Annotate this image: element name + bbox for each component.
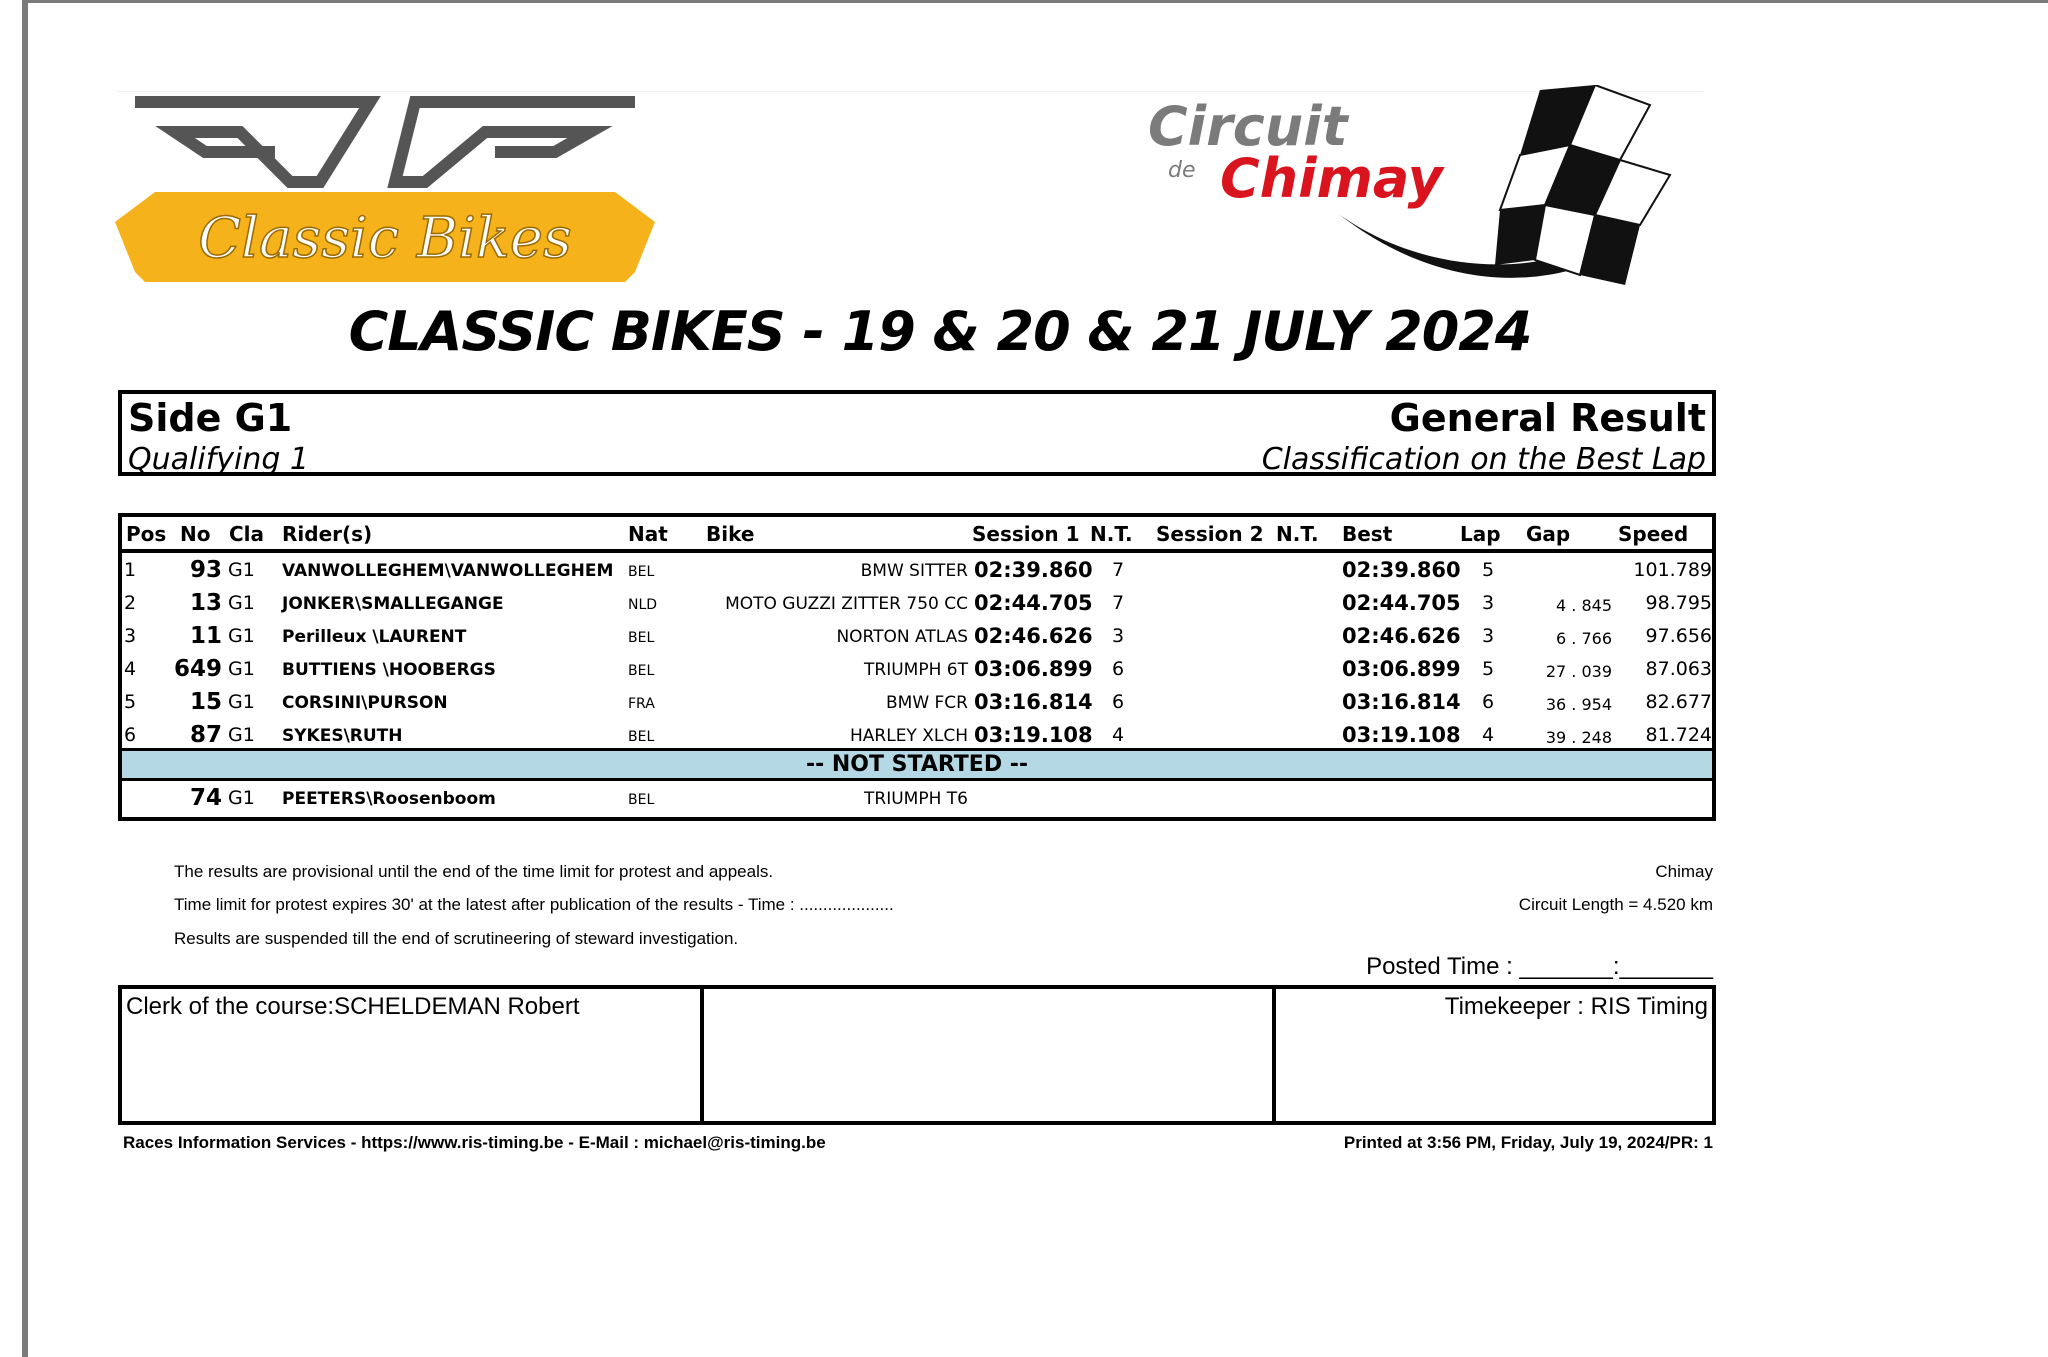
session1-cell: 02:39.860	[974, 558, 1093, 582]
best-cell: 03:19.108	[1342, 723, 1461, 747]
logo-wing-right	[395, 102, 635, 182]
viewer-left-edge	[22, 0, 28, 1357]
speed-cell: 81.724	[1645, 724, 1712, 746]
not-started-band: -- NOT STARTED --	[122, 748, 1712, 781]
nt1-cell: 6	[1112, 658, 1125, 680]
lap-cell: 4	[1482, 724, 1495, 746]
logo-chimay-text: Chimay	[1220, 147, 1443, 210]
pos-cell: 2	[124, 592, 137, 614]
no-cell: 13	[189, 590, 222, 616]
nt1-cell: 3	[1112, 625, 1125, 647]
header-pos: Pos	[126, 522, 167, 546]
bike-cell: TRIUMPH T6	[864, 789, 968, 809]
no-cell: 74	[189, 785, 222, 811]
logo-wing-left	[135, 102, 370, 182]
no-cell: 87	[189, 722, 222, 748]
nat-cell: FRA	[628, 696, 655, 712]
cla-cell: G1	[228, 724, 255, 746]
header-gap: Gap	[1526, 522, 1571, 546]
header-riders: Rider(s)	[282, 522, 373, 546]
session-header	[118, 390, 1716, 476]
riders-cell: JONKER\SMALLEGANGE	[282, 594, 504, 614]
cla-cell: G1	[228, 625, 255, 647]
bike-cell: NORTON ATLAS	[836, 627, 968, 647]
protest-note: Time limit for protest expires 30' at the latest after publication of the results - Time : ....................	[174, 895, 894, 914]
header-nat: Nat	[628, 522, 668, 546]
table-row	[122, 653, 1712, 686]
nt1-cell: 7	[1112, 592, 1125, 614]
pos-cell: 5	[124, 691, 137, 713]
circuit-chimay-logo	[1140, 85, 1700, 300]
no-cell: 93	[189, 557, 222, 583]
nat-cell: BEL	[628, 729, 655, 745]
no-cell: 649	[174, 656, 223, 682]
best-cell: 02:39.860	[1342, 558, 1461, 582]
lap-cell: 3	[1482, 625, 1495, 647]
header-speed: Speed	[1618, 522, 1689, 546]
event-title: CLASSIC BIKES - 19 & 20 & 21 JULY 2024	[348, 300, 1532, 363]
bike-cell: BMW SITTER	[860, 561, 968, 581]
nt1-cell: 6	[1112, 691, 1125, 713]
logo-circuit-text: Circuit	[1148, 95, 1348, 158]
table-row	[122, 782, 1712, 815]
class-name: Side G1	[128, 396, 293, 440]
clerk-column	[122, 989, 704, 1121]
table-row	[122, 554, 1712, 587]
riders-cell: VANWOLLEGHEM\VANWOLLEGHEM	[282, 561, 614, 581]
cla-cell: G1	[228, 658, 255, 680]
best-cell: 02:44.705	[1342, 591, 1461, 615]
header-lap: Lap	[1460, 522, 1501, 546]
nt1-cell: 4	[1112, 724, 1125, 746]
clerk-of-course: Clerk of the course:SCHELDEMAN Robert	[126, 993, 580, 1020]
gap-cell: 6 . 766	[1556, 629, 1612, 648]
riders-cell: SYKES\RUTH	[282, 726, 403, 746]
bike-cell: MOTO GUZZI ZITTER 750 CC	[725, 594, 968, 614]
bike-cell: TRIUMPH 6T	[864, 660, 968, 680]
riders-cell: Perilleux \LAURENT	[282, 627, 467, 647]
nat-cell: NLD	[628, 597, 658, 613]
no-cell: 15	[189, 689, 222, 715]
cla-cell: G1	[228, 787, 255, 809]
best-cell: 02:46.626	[1342, 624, 1461, 648]
session-name: Qualifying 1	[128, 442, 310, 477]
timekeeper: Timekeeper : RIS Timing	[1444, 993, 1708, 1020]
gap-cell: 27 . 039	[1545, 662, 1612, 681]
header-session2: Session 2	[1156, 522, 1264, 546]
table-row	[122, 686, 1712, 719]
gap-cell: 4 . 845	[1556, 596, 1612, 615]
table-row	[122, 587, 1712, 620]
checkered-flag-icon	[1495, 85, 1670, 285]
pos-cell: 4	[124, 658, 137, 680]
session1-cell: 03:19.108	[974, 723, 1093, 747]
officials-box	[118, 985, 1716, 1125]
session1-cell: 02:44.705	[974, 591, 1093, 615]
result-subtitle: Classification on the Best Lap	[1261, 442, 1706, 477]
session1-cell: 02:46.626	[974, 624, 1093, 648]
best-cell: 03:16.814	[1342, 690, 1461, 714]
nat-cell: BEL	[628, 564, 655, 580]
lap-cell: 6	[1482, 691, 1495, 713]
session1-cell: 03:06.899	[974, 657, 1093, 681]
cla-cell: G1	[228, 592, 255, 614]
speed-cell: 97.656	[1645, 625, 1712, 647]
header-bike: Bike	[706, 522, 755, 546]
gap-cell: 39 . 248	[1545, 728, 1612, 747]
footer-contact: Races Information Services - https://www.ris-timing.be - E-Mail : michael@ris-timing.be	[123, 1133, 826, 1152]
speed-cell: 82.677	[1645, 691, 1712, 713]
header-separator	[122, 549, 1712, 553]
circuit-length: Circuit Length = 4.520 km	[1518, 895, 1713, 914]
middle-column	[704, 989, 1276, 1121]
riders-cell: CORSINI\PURSON	[282, 693, 448, 713]
no-cell: 11	[189, 623, 222, 649]
bike-cell: BMW FCR	[885, 693, 968, 713]
nat-cell: BEL	[628, 630, 655, 646]
table-row	[122, 620, 1712, 653]
riders-cell: PEETERS\Roosenboom	[282, 789, 496, 809]
nat-cell: BEL	[628, 792, 655, 808]
suspension-note: Results are suspended till the end of scrutineering of steward investigation.	[174, 929, 739, 948]
nt1-cell: 7	[1112, 559, 1125, 581]
lap-cell: 5	[1482, 658, 1495, 680]
lap-cell: 3	[1482, 592, 1495, 614]
speed-cell: 87.063	[1645, 658, 1712, 680]
footer-printed: Printed at 3:56 PM, Friday, July 19, 2024/PR: 1	[1343, 1133, 1713, 1152]
pos-cell: 3	[124, 625, 137, 647]
session1-cell: 03:16.814	[974, 690, 1093, 714]
pos-cell: 6	[124, 724, 137, 746]
classic-bikes-logo	[115, 92, 655, 292]
header-best: Best	[1342, 522, 1393, 546]
speed-cell: 98.795	[1645, 592, 1712, 614]
header-nt1: N.T.	[1090, 522, 1133, 546]
viewer-top-edge	[22, 0, 2048, 3]
logo-de-text: de	[1168, 158, 1196, 183]
result-type: General Result	[1389, 396, 1706, 440]
location: Chimay	[1655, 862, 1713, 881]
nat-cell: BEL	[628, 663, 655, 679]
best-cell: 03:06.899	[1342, 657, 1461, 681]
header-session1: Session 1	[972, 522, 1080, 546]
provisional-note: The results are provisional until the end of the time limit for protest and appeals.	[174, 862, 774, 881]
bike-cell: HARLEY XLCH	[850, 726, 968, 746]
header-nt2: N.T.	[1276, 522, 1319, 546]
header-no: No	[180, 522, 211, 546]
cla-cell: G1	[228, 691, 255, 713]
cla-cell: G1	[228, 559, 255, 581]
results-table	[118, 513, 1716, 821]
speed-cell: 101.789	[1633, 559, 1712, 581]
header-cla: Cla	[229, 522, 265, 546]
logo-text: Classic Bikes	[198, 206, 572, 271]
posted-time: Posted Time : _______:_______	[1366, 953, 1713, 980]
pos-cell: 1	[124, 559, 137, 581]
lap-cell: 5	[1482, 559, 1495, 581]
riders-cell: BUTTIENS \HOOBERGS	[282, 660, 496, 680]
gap-cell: 36 . 954	[1545, 695, 1612, 714]
